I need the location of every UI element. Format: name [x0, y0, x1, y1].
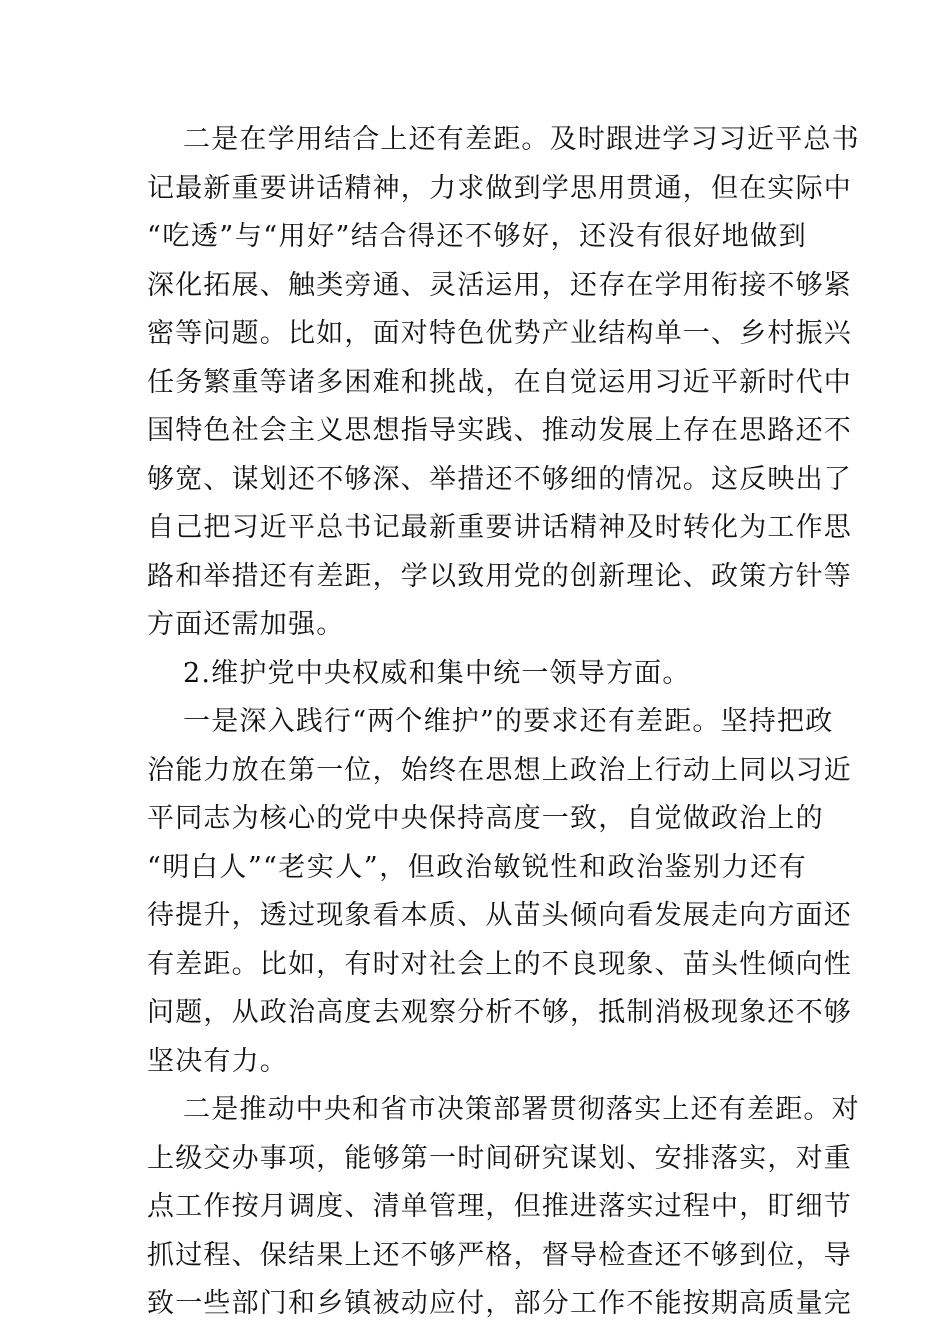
- paragraph: [147, 650, 807, 699]
- text-line: “明白人”“老实人”，但政治敏锐性和政治鉴别力还有: [147, 851, 807, 883]
- document-body: [147, 116, 860, 1329]
- text-line: 二是推动中央和省市决策部署贯彻落实上还有差距。对: [183, 1094, 860, 1125]
- text-line: 方面还需加强。: [147, 609, 345, 640]
- text-line: 密等问题。比如，面对特色优势产业结构单一、乡村振兴: [147, 318, 852, 349]
- text-line: 记最新重要讲话精神，力求做到学思用贯通，但在实际中: [147, 172, 852, 204]
- text-line: 深化拓展、触类旁通、灵活运用，还存在学用衔接不够紧: [147, 269, 852, 301]
- text-line: 自己把习近平总书记最新重要讲话精神及时转化为工作思: [147, 512, 852, 543]
- text-line: “吃透”与“用好”结合得还不够好，还没有很好地做到: [147, 221, 807, 252]
- text-line: 任务繁重等诸多困难和挑战，在自觉运用习近平新时代中: [147, 366, 852, 398]
- text-line: 致一些部门和乡镇被动应付，部分工作不能按期高质量完: [147, 1288, 852, 1319]
- text-line: 治能力放在第一位，始终在思想上政治上行动上同以习近: [147, 754, 852, 786]
- text-line: 点工作按月调度、清单管理，但推进落实过程中，盯细节: [147, 1191, 852, 1222]
- text-line: 二是在学用结合上还有差距。及时跟进学习习近平总书: [183, 124, 860, 155]
- paragraph: [147, 116, 860, 650]
- text-line: 抓过程、保结果上还不够严格，督导检查还不够到位，导: [147, 1239, 852, 1271]
- text-line: 一是深入践行“两个维护”的要求还有差距。坚持把政: [183, 706, 834, 737]
- text-line: 路和举措还有差距，学以致用党的创新理论、政策方针等: [147, 560, 852, 592]
- text-line: 上级交办事项，能够第一时间研究谋划、安排落实，对重: [147, 1142, 852, 1174]
- text-line: 坚决有力。: [147, 1045, 288, 1077]
- text-line: 够宽、谋划还不够深、举措还不够细的情况。这反映出了: [147, 463, 852, 495]
- text-line: 2.维护党中央权威和集中统一领导方面。: [183, 657, 691, 689]
- text-line: 平同志为核心的党中央保持高度一致，自觉做政治上的: [147, 803, 824, 834]
- text-line: 国特色社会主义思想指导实践、推动发展上存在思路还不: [147, 415, 852, 446]
- text-line: 问题，从政治高度去观察分析不够，抵制消极现象还不够: [147, 997, 852, 1028]
- text-line: 有差距。比如，有时对社会上的不良现象、苗头性倾向性: [147, 948, 852, 980]
- paragraph: [147, 698, 852, 1086]
- paragraph: [147, 1086, 860, 1329]
- text-line: 待提升，透过现象看本质、从苗头倾向看发展走向方面还: [147, 900, 852, 931]
